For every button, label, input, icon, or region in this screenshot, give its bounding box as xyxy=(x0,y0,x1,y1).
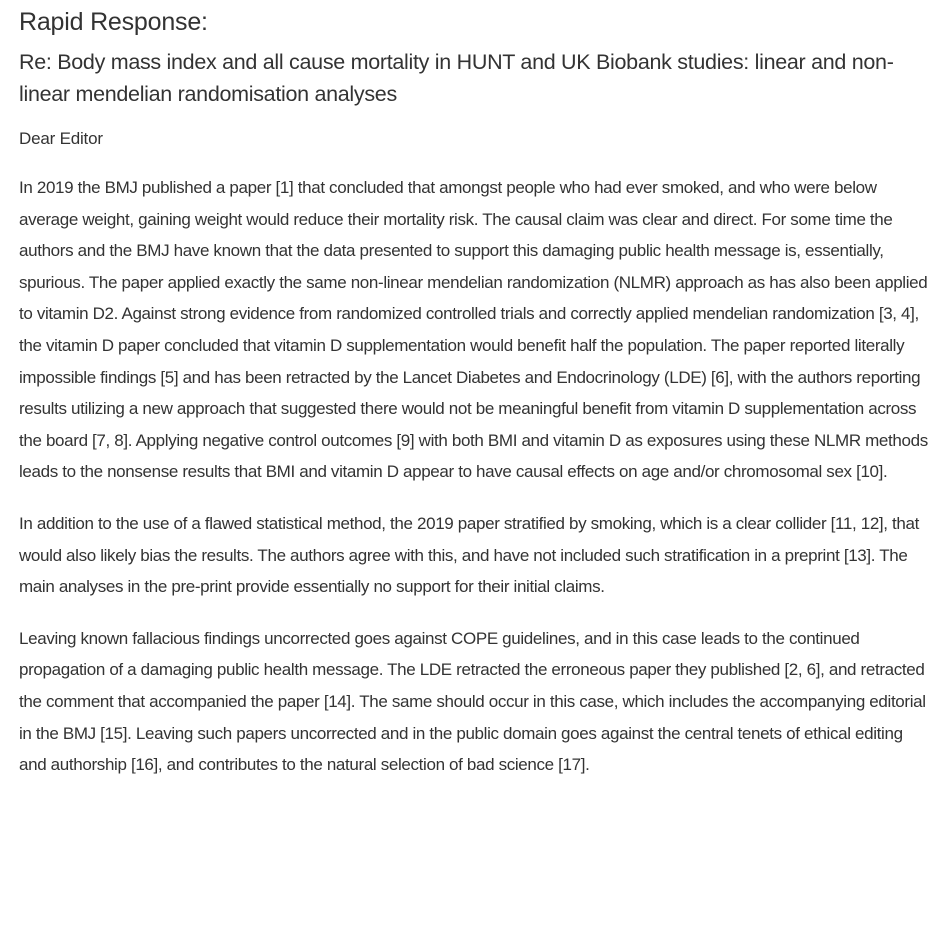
response-title: Re: Body mass index and all cause mortality in HUNT and UK Biobank studies: linear and non-linear mendelian randomisation analyses xyxy=(19,50,894,106)
letter-paragraph-2: In addition to the use of a flawed statistical method, the 2019 paper stratified by smoking, which is a clear collider [11, 12], that would also likely bias the results. The authors agree with this, and have not included such stratification in a preprint [13]. The main analyses in the pre-print provide essentially no support for their initial claims. xyxy=(19,513,919,597)
rapid-response-label: Rapid Response: xyxy=(19,8,208,36)
letter-body xyxy=(19,128,934,781)
letter-paragraph-1: In 2019 the BMJ published a paper [1] that concluded that amongst people who had ever smoked, and who were below average weight, gaining weight would reduce their mortality risk. The causal claim was clear and direct. For some time the authors and the BMJ have known that the data presented to support this damaging public health message is, essentially, spurious. The paper applied exactly the same non-linear mendelian randomization (NLMR) approach as has also been applied to vitamin D2. Against strong evidence from randomized controlled trials and correctly applied mendelian randomization [3, 4], the vitamin D paper concluded that vitamin D supplementation would benefit half the population. The paper reported literally impossible findings [5] and has been retracted by the Lancet Diabetes and Endocrinology (LDE) [6], with the authors reporting results utilizing a new approach that suggested there would not be meaningful benefit from vitamin D supplementation across the board [7, 8]. Applying negative control outcomes [9] with both BMI and vitamin D as exposures using these NLMR methods leads to the nonsense results that BMI and vitamin D appear to have causal effects on age and/or chromosomal sex [10]. xyxy=(19,178,928,482)
letter-salutation: Dear Editor xyxy=(19,129,103,148)
letter-paragraph-3: Leaving known fallacious findings uncorrected goes against COPE guidelines, and in this case leads to the continued propagation of a damaging public health message. The LDE retracted the erroneous paper they published [2, 6], and retracted the comment that accompanied the paper [14]. The same should occur in this case, which includes the accompanying editorial in the BMJ [15]. Leaving such papers uncorrected and in the public domain goes against the central tenets of ethical editing and authorship [16], and contributes to the natural selection of bad science [17]. xyxy=(19,628,926,775)
